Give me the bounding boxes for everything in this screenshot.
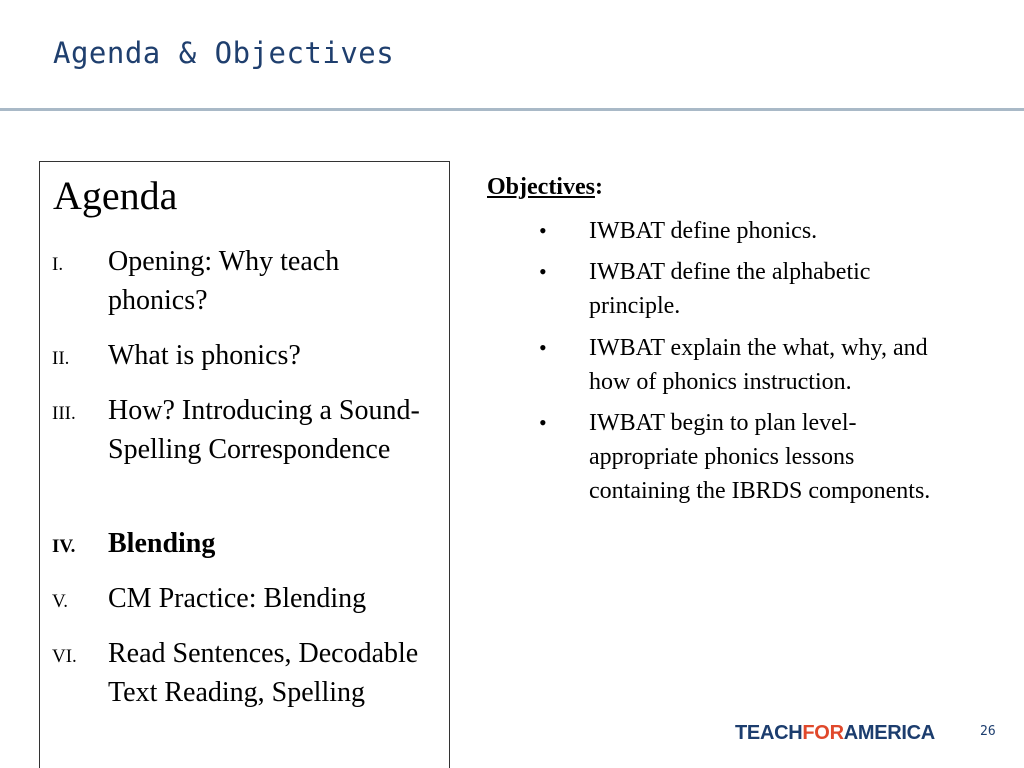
agenda-box — [39, 161, 450, 768]
bullet-icon: • — [539, 410, 547, 435]
bullet-icon: • — [539, 259, 547, 284]
agenda-item-text: What is phonics? — [108, 340, 301, 371]
agenda-item-number: III. — [52, 403, 76, 424]
logo-word-for: FOR — [802, 722, 844, 744]
page-number: 26 — [980, 724, 996, 739]
agenda-item-number: IV. — [52, 536, 76, 557]
agenda-item-text: Blending — [108, 528, 216, 559]
objectives-panel — [487, 174, 957, 504]
objectives-heading-colon: : — [594, 174, 603, 200]
agenda-item-number: I. — [52, 254, 64, 275]
objective-text: IWBAT define the alphabetic principle. — [589, 259, 871, 319]
teach-for-america-logo — [735, 722, 935, 745]
objectives-heading-text: Objectives — [487, 174, 595, 200]
agenda-item-number: II. — [52, 348, 70, 369]
objective-text: IWBAT define phonics. — [589, 218, 818, 244]
agenda-item-text: How? Introducing a Sound-Spelling Correspondence — [108, 395, 420, 465]
agenda-item-text: Opening: Why teach phonics? — [108, 246, 340, 316]
logo-word-america: AMERICA — [843, 722, 935, 744]
agenda-item-number: V. — [52, 591, 69, 612]
objective-text: IWBAT explain the what, why, and how of phonics instruction. — [589, 335, 928, 395]
bullet-icon: • — [539, 335, 547, 360]
objective-text: IWBAT begin to plan level-appropriate phonics lessons containing the IBRDS components. — [589, 410, 931, 504]
title-divider — [0, 108, 1024, 111]
objectives-heading — [487, 174, 957, 201]
agenda-item-text: CM Practice: Blending — [108, 583, 367, 614]
slide-title: Agenda & Objectives — [53, 36, 395, 70]
bullet-icon: • — [539, 218, 547, 243]
agenda-heading: Agenda — [53, 173, 178, 218]
logo-word-teach: TEACH — [735, 722, 803, 744]
agenda-item-text: Read Sentences, Decodable Text Reading, Spelling — [108, 638, 419, 708]
agenda-item-number: VI. — [52, 646, 77, 667]
